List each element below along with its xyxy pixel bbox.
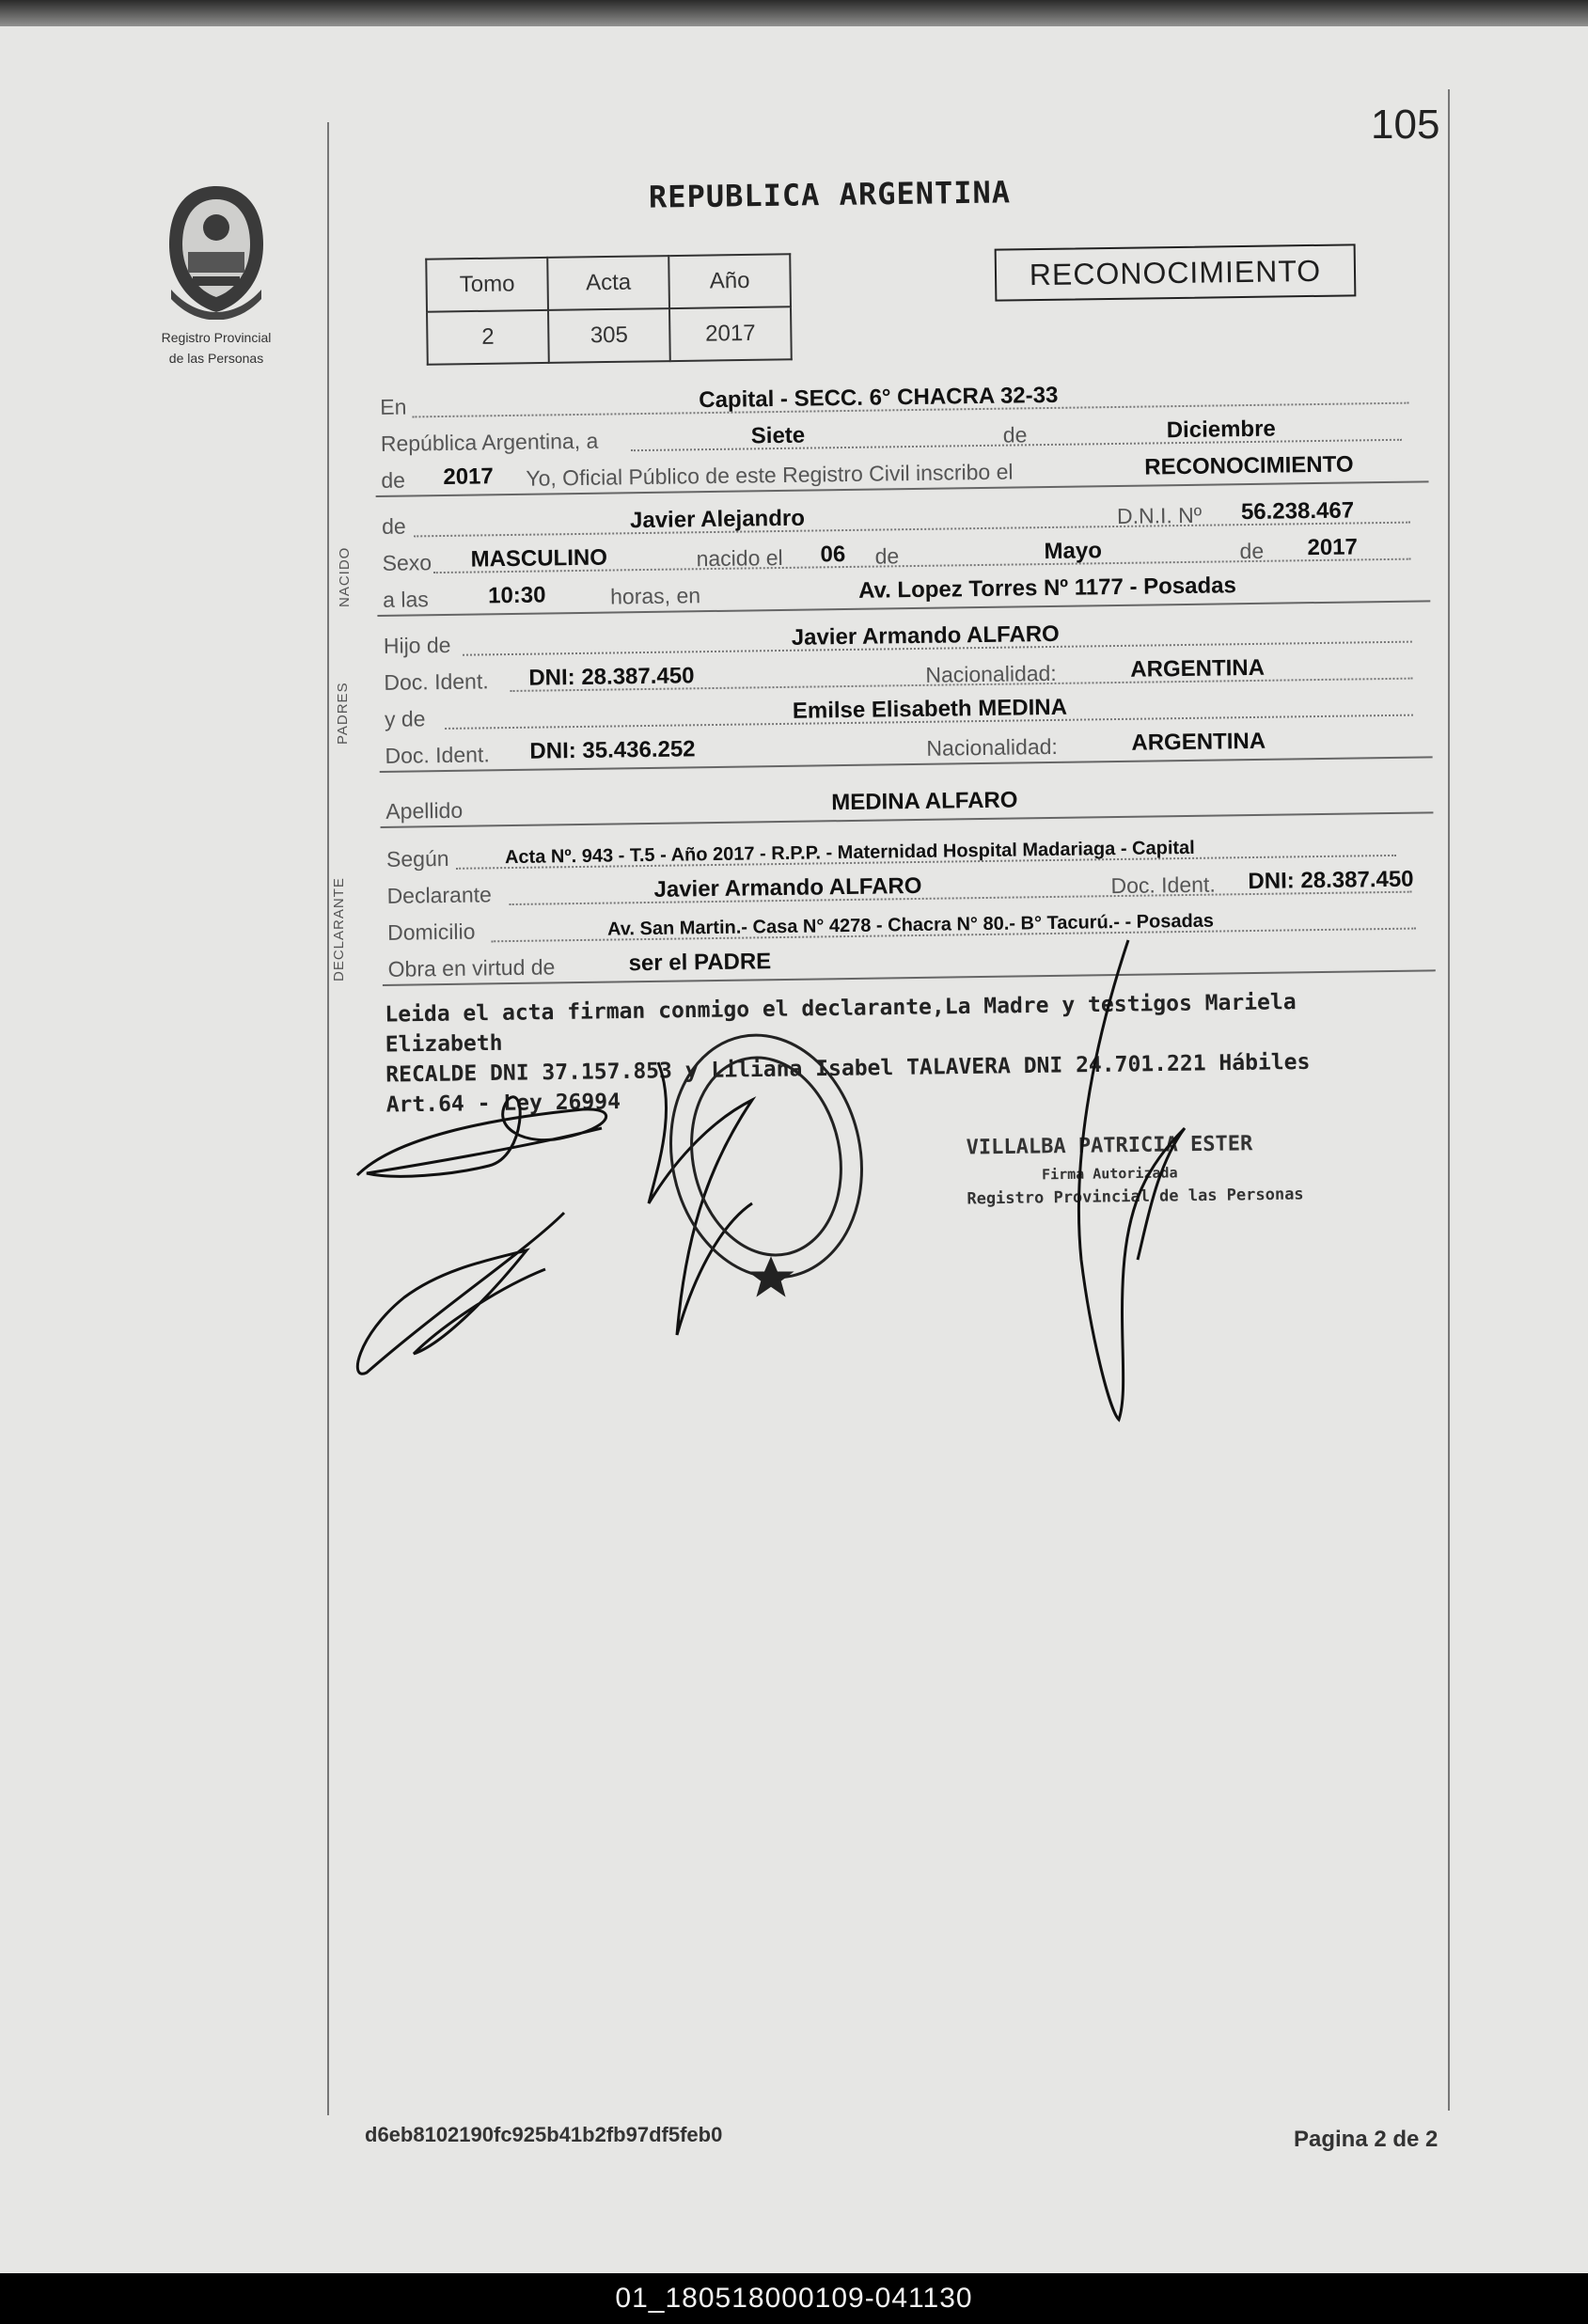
year-value: 2017 (443, 463, 494, 490)
domicilio-label: Domicilio (386, 919, 476, 945)
horas-label: horas, en (609, 583, 701, 609)
de4-label: de (874, 543, 900, 569)
oficial-text: Yo, Oficial Público de este Registro Civil inscribo el (526, 459, 1014, 491)
doc3-label: Doc. Ident. (1110, 872, 1216, 899)
closing-line-1: Leida el acta firman conmigo el declarante,La Madre y testigos Mariela Elizabeth (385, 990, 1297, 1058)
de-label: de (1002, 422, 1028, 448)
official-role: Firma Autorizada (1041, 1164, 1178, 1184)
de3-label: de (381, 513, 406, 539)
sexo-label: Sexo (382, 550, 432, 575)
ref-header-ano: Año (668, 254, 791, 308)
official-office: Registro Provincial de las Personas (967, 1185, 1304, 1209)
dni-value: 56.238.467 (1240, 497, 1355, 526)
document-title: REPUBLICA ARGENTINA (648, 174, 1012, 215)
declarante-doc: DNI: 28.387.450 (1248, 866, 1414, 895)
logo-caption-line1: Registro Provincial (161, 330, 272, 345)
de2-label: de (381, 467, 406, 493)
nacionalidad-label: Nacionalidad: (925, 660, 1057, 687)
birth-year: 2017 (1307, 534, 1359, 561)
dni-label: D.N.I. Nº (1116, 502, 1203, 528)
page-number: 105 (1371, 102, 1440, 148)
doc2-label: Doc. Ident. (385, 742, 490, 768)
birth-month: Mayo (1044, 538, 1103, 565)
apellido-value: MEDINA ALFARO (831, 787, 1018, 816)
de5-label: de (1239, 538, 1265, 564)
yde-label: y de (384, 706, 426, 731)
nacionalidad2-label: Nacionalidad: (926, 733, 1058, 761)
father-name: Javier Armando ALFARO (791, 620, 1060, 651)
ref-value-acta: 305 (548, 308, 670, 363)
mother-name: Emilse Elisabeth MEDINA (792, 694, 1068, 724)
segun-label: Según (385, 845, 449, 872)
domicilio-value: Av. San Martin.- Casa N° 4278 - Chacra N° 80.- B° Tacurú.- - Posadas (606, 910, 1215, 940)
record-type-box: RECONOCIMIENTO (995, 243, 1357, 301)
birth-day: 06 (820, 542, 846, 568)
sexo-value: MASCULINO (470, 544, 608, 573)
father-doc: DNI: 28.387.450 (528, 663, 695, 691)
father-nationality: ARGENTINA (1130, 654, 1266, 683)
logo-caption-line2: de las Personas (168, 351, 264, 366)
file-caption: 01_180518000109-041130 (0, 2273, 1588, 2324)
hijo-label: Hijo de (383, 632, 451, 658)
signature-declarante (357, 1097, 606, 1176)
name-value: Javier Alejandro (629, 505, 806, 534)
ref-value-ano: 2017 (669, 306, 792, 361)
month-value: Diciembre (1166, 416, 1276, 444)
ref-value-tomo: 2 (427, 310, 549, 365)
ref-header-tomo: Tomo (426, 258, 548, 312)
alas-label: a las (383, 587, 429, 612)
side-label-declarante: DECLARANTE (331, 877, 347, 981)
page-indicator: Pagina 2 de 2 (1294, 2127, 1439, 2152)
side-label-padres: PADRES (335, 682, 351, 745)
obra-label: Obra en virtud de (387, 954, 556, 981)
apellido-label: Apellido (385, 797, 464, 824)
mother-nationality: ARGENTINA (1131, 728, 1266, 756)
declarante-value: Javier Armando ALFARO (653, 872, 922, 903)
signature-official (1078, 940, 1185, 1420)
closing-line-2: RECALDE DNI 37.157.853 y Liliana Isabel TALAVERA DNI 24.701.221 Hábiles (385, 1049, 1311, 1088)
republica-label: República Argentina, a (380, 428, 599, 456)
mother-doc: DNI: 35.436.252 (529, 736, 696, 764)
en-label: En (380, 394, 407, 419)
declarante-label: Declarante (386, 882, 492, 908)
doc-label: Doc. Ident. (384, 668, 489, 695)
closing-line-3: Art.64 - Ley 26994 (385, 1090, 621, 1118)
birth-time: 10:30 (487, 582, 546, 609)
birth-place: Av. Lopez Torres Nº 1177 - Posadas (857, 573, 1237, 604)
signature-witness-1 (357, 1213, 564, 1374)
segun-value: Acta Nº. 943 - T.5 - Año 2017 - R.P.P. - Maternidad Hospital Madariaga - Capital (504, 837, 1195, 869)
act-value: RECONOCIMIENTO (1144, 451, 1354, 480)
official-name: VILLALBA PATRICIA ESTER (966, 1132, 1253, 1160)
day-value: Siete (750, 422, 806, 449)
nacido-label: nacido el (696, 544, 783, 572)
en-value: Capital - SECC. 6° CHACRA 32-33 (699, 382, 1059, 414)
obra-value: ser el PADRE (628, 949, 772, 977)
document-hash: d6eb8102190fc925b41b2fb97df5feb0 (365, 2123, 723, 2146)
signature-madre (649, 1062, 752, 1335)
side-label-nacido: NACIDO (337, 546, 353, 607)
ref-header-acta: Acta (547, 256, 669, 310)
